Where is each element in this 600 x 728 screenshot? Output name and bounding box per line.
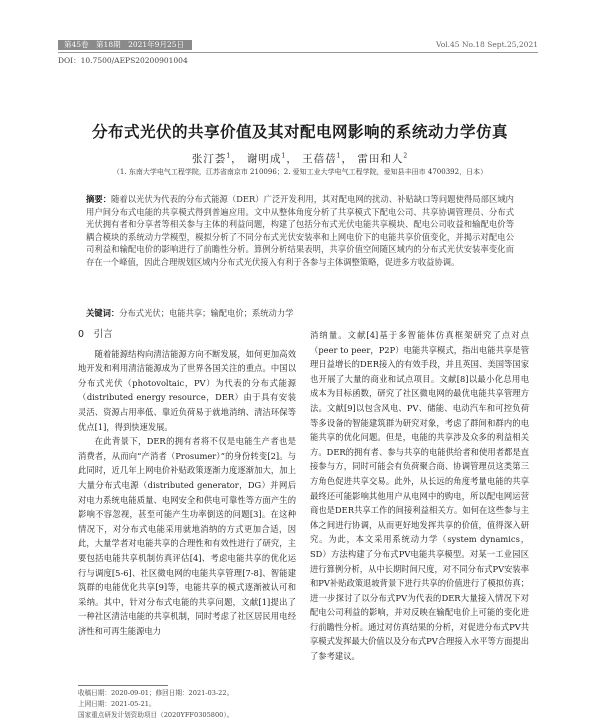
footnote-received: 收稿日期：2020-09-01；修回日期：2021-03-22。 <box>78 689 234 697</box>
footnote-online: 上网日期：2021-05-21。 <box>78 700 156 708</box>
author-affiliation-mark: 1 <box>336 152 342 160</box>
body-paragraph: 随着能源结构向清洁能源方向不断发展，如何更加高效地开发和利用清洁能源成为了世界各国关注的重点。中国以分布式光伏（photovoltaic，PV）为代表的分布式能源（distributed energy resource，DER）由于具有安装灵活、资源占用率低、靠近负荷易于就地消纳、清洁环保等优点[1]，得到快速发展。 <box>78 348 296 432</box>
author-name: 谢明成 <box>247 153 282 165</box>
keywords-text: 分布式光伏；电能共享；输配电价；系统动力学 <box>119 308 294 318</box>
author-name: 张汀荟 <box>191 153 227 165</box>
author-name: 王蓓蓓 <box>302 153 337 165</box>
keywords-label: 关键词： <box>86 308 120 318</box>
author-affiliation-mark: 1 <box>281 152 287 160</box>
doi-line: DOI：10.7500/AEPS20200901004 <box>58 56 188 65</box>
body-paragraph: 在此背景下，DER的拥有者将不仅是电能生产者也是消费者，从而向“产消者（Prosumer）”的身份转变[2]。与此同时，近几年上网电价补贴政策逐渐力度逐渐加大，加上大量分布式电源（distributed generator，DG）并网后对电力系统电能质量、电网安全和供电可靠性等方面产生的影响不容忽视，甚至可能产生功率倒送的问题[3]。在这种情况下，对分布式电能采用就地消纳的方式更加合适，因此，大量学者对电能共享的合理性和有效性进行了研究，主要包括电能共享机制仿真评估[4]、考虑电能共享的优化运行与调度[5-6]、社区微电网的电能共享管理[7-8]、智能建筑群的电能优化共享[9]等，电能共享的模式逐渐被认可和采纳。其中，针对分布式电能的共享问题，文献[1]提出了一种社区清洁电能的共享机制，同时考虑了社区居民用电经济性和可再生能源电力 <box>78 436 296 636</box>
abstract-text: 随着以光伏为代表的分布式能源（DER）广泛开发利用，其对配电网的扰动、补贴缺口等问题使得局部区域内用户间分布式电能的共享模式得到普遍应用。文中从整体角度分析了共享模式下配电公司、共享协调管理员、分布式光伏拥有者和分享者等相关参与主体的利益问题，构建了包括分布式光伏电能共享模块、配电公司收益和输配电价等耦合模块的系统动力学模型，模拟分析了不同分布式光伏安装率和上网电价下的电能共享价值变化，并揭示对配电公司利益和输配电价的影响进行了前瞻性分析。算例分析结果表明，共享价值空间随区域内的分布式光伏安装率变化而存在一个峰值，因此合理规划区域内分布式光伏接入有利于各参与主体调整策略，促进多方收益协调。 <box>86 194 514 267</box>
keywords <box>86 307 514 319</box>
section-number: 0 <box>78 329 85 340</box>
footnote-fund: 国家重点研发计划资助项目（2020YFF0305800）。 <box>78 711 234 719</box>
body-paragraph: 消纳量。文献[4]基于多智能体仿真框架研究了点对点（peer to peer，P2P）电能共享模式，指出电能共享是管理日益增长的DER接入的有效手段，并且英国、美国等国家也开展了大量的商业和试点项目。文献[8]以最小化总用电成本为目标函数，研究了社区微电网的最优电能共享管理方法。文献[9]以包含风电、PV、储能、电动汽车和可控负荷等多设备的智能建筑群为研究对象，考虑了群间和群内的电能共享的优化问题。但是，电能的共享涉及众多的利益相关方。DER的拥有者、参与共享的电能供给者和使用者都是直接参与方，同时可能会有负荷聚合商、协调管理员这类第三方角色促进共享交易。此外，从长远的角度考量电能的共享最终还可能影响其他用户从电网中的购电，所以配电网运营商也是DER共享工作的间接利益相关方。如何在这些参与主体之间进行协调，从而更好地发挥共享的价值，值得深入研究。为此，本文采用系统动力学（system dynamics，SD）方法构建了分布式PV电能共享模型。对某一工业园区进行算例分析，从中长期时间尺度，对不同分布式PV安装率和PV补贴政策退坡背景下进行共享的价值进行了模拟仿真；进一步探讨了以分布式PV为代表的DER大量接入情况下对配电公司利益的影响，并对反映在输配电价上可能的变化进行前瞻性分析。通过对仿真结果的分析，对促进分布式PV共享模式发挥最大价值以及分布式PV合理接入水平等方面提出了参考建议。 <box>310 330 529 662</box>
footnote-divider <box>78 685 168 686</box>
author-affiliation-mark: 2 <box>403 152 409 160</box>
journal-volume-english: Vol.45 No.18 Sept.25,2021 <box>435 40 538 49</box>
author-affiliation-mark: 1 <box>226 152 232 160</box>
journal-issue-banner: 第45卷 第18期 2021年9月25日 <box>58 40 192 50</box>
section-title: 引言 <box>93 329 113 340</box>
abstract <box>86 193 514 268</box>
footnotes <box>78 688 233 721</box>
paper-title: 分布式光伏的共享价值及其对配电网影响的系统动力学仿真 <box>91 123 508 141</box>
affiliations: （1. 东南大学电气工程学院，江苏省南京市 210096；2. 爱知工业大学电气工程学院，爱知县丰田市 4700392，日本） <box>112 168 488 176</box>
header-divider <box>58 52 538 53</box>
right-column <box>310 328 529 664</box>
author-list: 张汀荟$^1$， 谢明成$^1$， 王蓓蓓$^1$， 雷田和人$^2$ <box>191 152 409 165</box>
author-name: 雷田和人 <box>357 153 404 165</box>
section-heading <box>78 328 296 343</box>
left-column <box>78 328 296 638</box>
abstract-label: 摘要： <box>86 194 112 204</box>
